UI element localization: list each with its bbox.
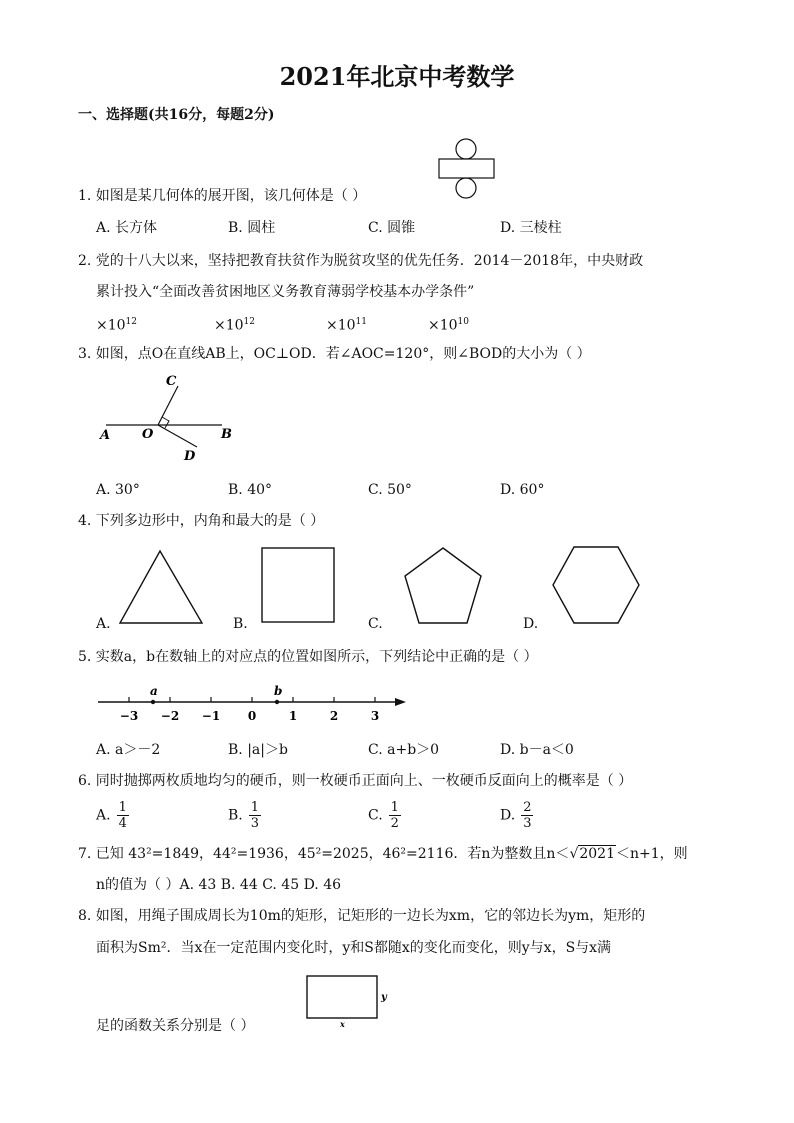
net-figure [436,138,498,200]
q2-option-c[interactable]: $\times 10^{11}$ [326,317,367,334]
q2-option-a[interactable]: $\times 10^{12}$ [96,317,137,334]
question-5: 5. 实数a，b在数轴上的对应点的位置如图所示，下列结论中正确的是（ ） [78,649,538,665]
q2-option-d[interactable]: $\times 10^{10}$ [428,317,469,334]
q6-option-b[interactable]: B. $\frac{1}{3}$ [228,800,260,831]
question-7-line1: 7. 已知 43²=1849，44²=1936，45²=2025，46²=2116．若n为整数且n＜√2021＜n+1，则 [78,846,688,862]
question-6: 6. 同时抛掷两枚质地均匀的硬币，则一枚硬币正面向上、一枚硬币反面向上的概率是（ ） [78,773,633,789]
question-8-line3: 足的函数关系分别是（ ） [96,1018,255,1034]
tick-label: 3 [370,709,380,723]
q5-option-c[interactable]: C. a+b＞0 [368,742,440,758]
q6-option-a[interactable]: A. $\frac{1}{4}$ [96,800,127,831]
tick-label: 0 [247,709,257,723]
q6-option-d[interactable]: D. $\frac{2}{3}$ [500,800,532,831]
point-a-label: a [150,684,158,698]
tick-label: −3 [119,709,139,723]
q1-option-d[interactable]: D. 三棱柱 [500,220,562,236]
question-4: 4. 下列多边形中，内角和最大的是（ ） [78,513,325,529]
q2-option-b[interactable]: $\times 10^{12}$ [214,317,255,334]
q4-option-c[interactable]: C. [368,616,383,632]
q4-option-d[interactable]: D. [523,616,539,632]
label-o: O [142,427,154,442]
label-x: x [340,1019,345,1029]
sqrt-expression: √2021 [569,846,615,862]
q5-option-d[interactable]: D. b－a＜0 [500,742,574,758]
question-3: 3. 如图，点O在直线AB上，OC⊥OD．若∠AOC=120°，则∠BOD的大小为（ ） [78,346,591,362]
question-2-line1: 2. 党的十八大以来，坚持把教育扶贫作为脱贫攻坚的优先任务．2014－2018年，中央财政 [78,253,644,269]
q5-option-b[interactable]: B. |a|＞b [228,742,288,758]
angle-figure [92,372,242,467]
label-y: y [381,992,387,1003]
label-a: A [100,428,111,443]
q1-option-b[interactable]: B. 圆柱 [228,220,276,236]
q3-option-c[interactable]: C. 50° [368,482,412,498]
tick-label: −1 [201,709,221,723]
q3-option-a[interactable]: A. 30° [96,482,140,498]
tick-label: 1 [288,709,298,723]
q4-option-a[interactable]: A. [96,616,111,632]
q1-option-a[interactable]: A. 长方体 [96,220,158,236]
square-shape [259,545,337,625]
number-line [94,680,414,725]
hexagon-shape [551,545,641,625]
question-2-line2: 累计投入“全面改善贫困地区义务教育薄弱学校基本办学条件” [96,284,475,300]
q3-option-d[interactable]: D. 60° [500,482,545,498]
question-8-line2: 面积为Sm²．当x在一定范围内变化时，y和S都随x的变化而变化，则y与x，S与x满 [96,940,612,956]
triangle-shape [118,548,204,626]
label-b: B [221,427,232,442]
q4-option-b[interactable]: B. [233,616,248,632]
q3-option-b[interactable]: B. 40° [228,482,273,498]
question-8-line1: 8. 如图，用绳子围成周长为10m的矩形，记矩形的一边长为xm，它的邻边长为ym，矩形的 [78,908,646,924]
question-7-line2: n的值为（ ）A. 43 B. 44 C. 45 D. 46 [96,877,342,893]
page-title: 2021年北京中考数学 [279,62,515,91]
tick-label: 2 [329,709,339,723]
label-d: D [184,449,196,464]
section-heading: 一、选择题(共16分，每题2分) [78,107,275,123]
q5-option-a[interactable]: A. a＞－2 [96,742,161,758]
point-b-label: b [274,684,283,698]
q1-option-c[interactable]: C. 圆锥 [368,220,416,236]
question-1: 1. 如图是某几何体的展开图，该几何体是（ ） [78,188,367,204]
tick-label: −2 [160,709,180,723]
rectangle-figure [302,973,392,1029]
label-c: C [166,374,177,389]
pentagon-shape [401,546,485,626]
q6-option-c[interactable]: C. $\frac{1}{2}$ [368,800,399,831]
